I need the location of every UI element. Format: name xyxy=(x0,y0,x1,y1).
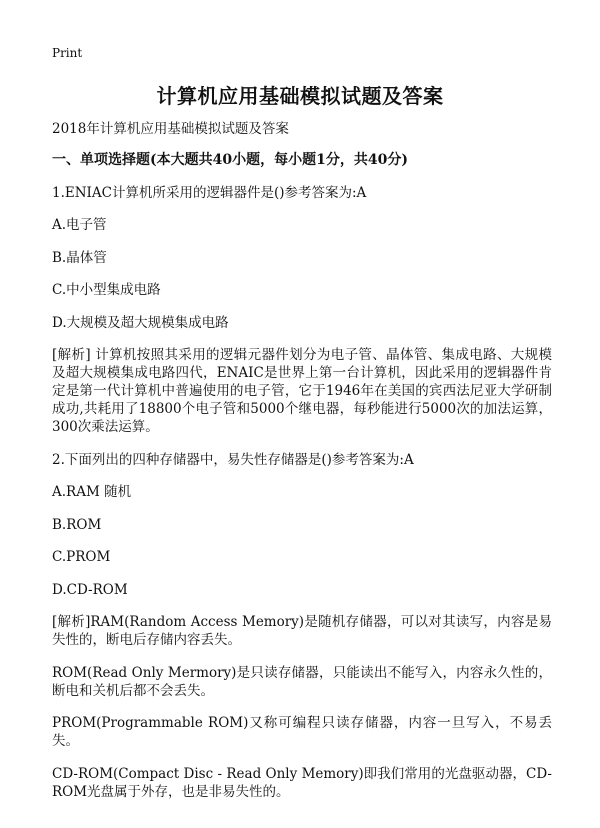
print-link[interactable]: Print xyxy=(52,46,83,60)
section-heading: 一、单项选择题(本大题共40小题，每小题1分，共40分) xyxy=(52,152,408,168)
analysis-paragraph: [解析]RAM(Random Access Memory)是随机存储器，可以对其读写，内容是易失性的，断电后存储内容丢失。 xyxy=(52,614,552,648)
analysis-paragraph: PROM(Programmable ROM)又称可编程只读存储器，内容一旦写入，不易丢失。 xyxy=(52,715,552,749)
document-title: 计算机应用基础模拟试题及答案 xyxy=(156,84,444,108)
answer-option: C.中小型集成电路 xyxy=(52,282,161,298)
analysis-paragraph: ROM(Read Only Mermory)是只读存储器，只能读出不能写入，内容永久性的，断电和关机后都不会丢失。 xyxy=(52,664,552,699)
analysis-paragraph: CD-ROM(Compact Disc - Read Only Memory)即我们常用的光盘驱动器，CD-ROM光盘属于外存，也是非易失性的。 xyxy=(52,765,552,800)
answer-option: B.ROM xyxy=(52,516,102,533)
answer-option: D.CD-ROM xyxy=(52,581,128,598)
document-subtitle: 2018年计算机应用基础模拟试题及答案 xyxy=(52,121,289,137)
question-stem: 2.下面列出的四种存储器中，易失性存储器是()参考答案为:A xyxy=(52,451,414,468)
answer-option: D.大规模及超大规模集成电路 xyxy=(52,314,229,331)
answer-option: A.RAM 随机 xyxy=(52,484,132,500)
analysis-paragraph: [解析] 计算机按照其采用的逻辑元器件划分为电子管、晶体管、集成电路、大规模及超大规模集成电路四代，ENAIC是世界上第一台计算机，因此采用的逻辑器件肯定是第一代计算机中普遍使用的电子管，它于1946年在美国的宾西法尼亚大学研制成功,共耗用了18800个电子管和5000个继电器，每秒能进行5000次的加法运算，300次乘法运算。 xyxy=(52,347,552,435)
answer-option: C.PROM xyxy=(52,549,111,565)
answer-option: A.电子管 xyxy=(52,217,107,233)
answer-option: B.晶体管 xyxy=(52,249,107,266)
document-body xyxy=(52,120,552,815)
question-stem: 1.ENIAC计算机所采用的逻辑器件是()参考答案为:A xyxy=(52,184,367,201)
